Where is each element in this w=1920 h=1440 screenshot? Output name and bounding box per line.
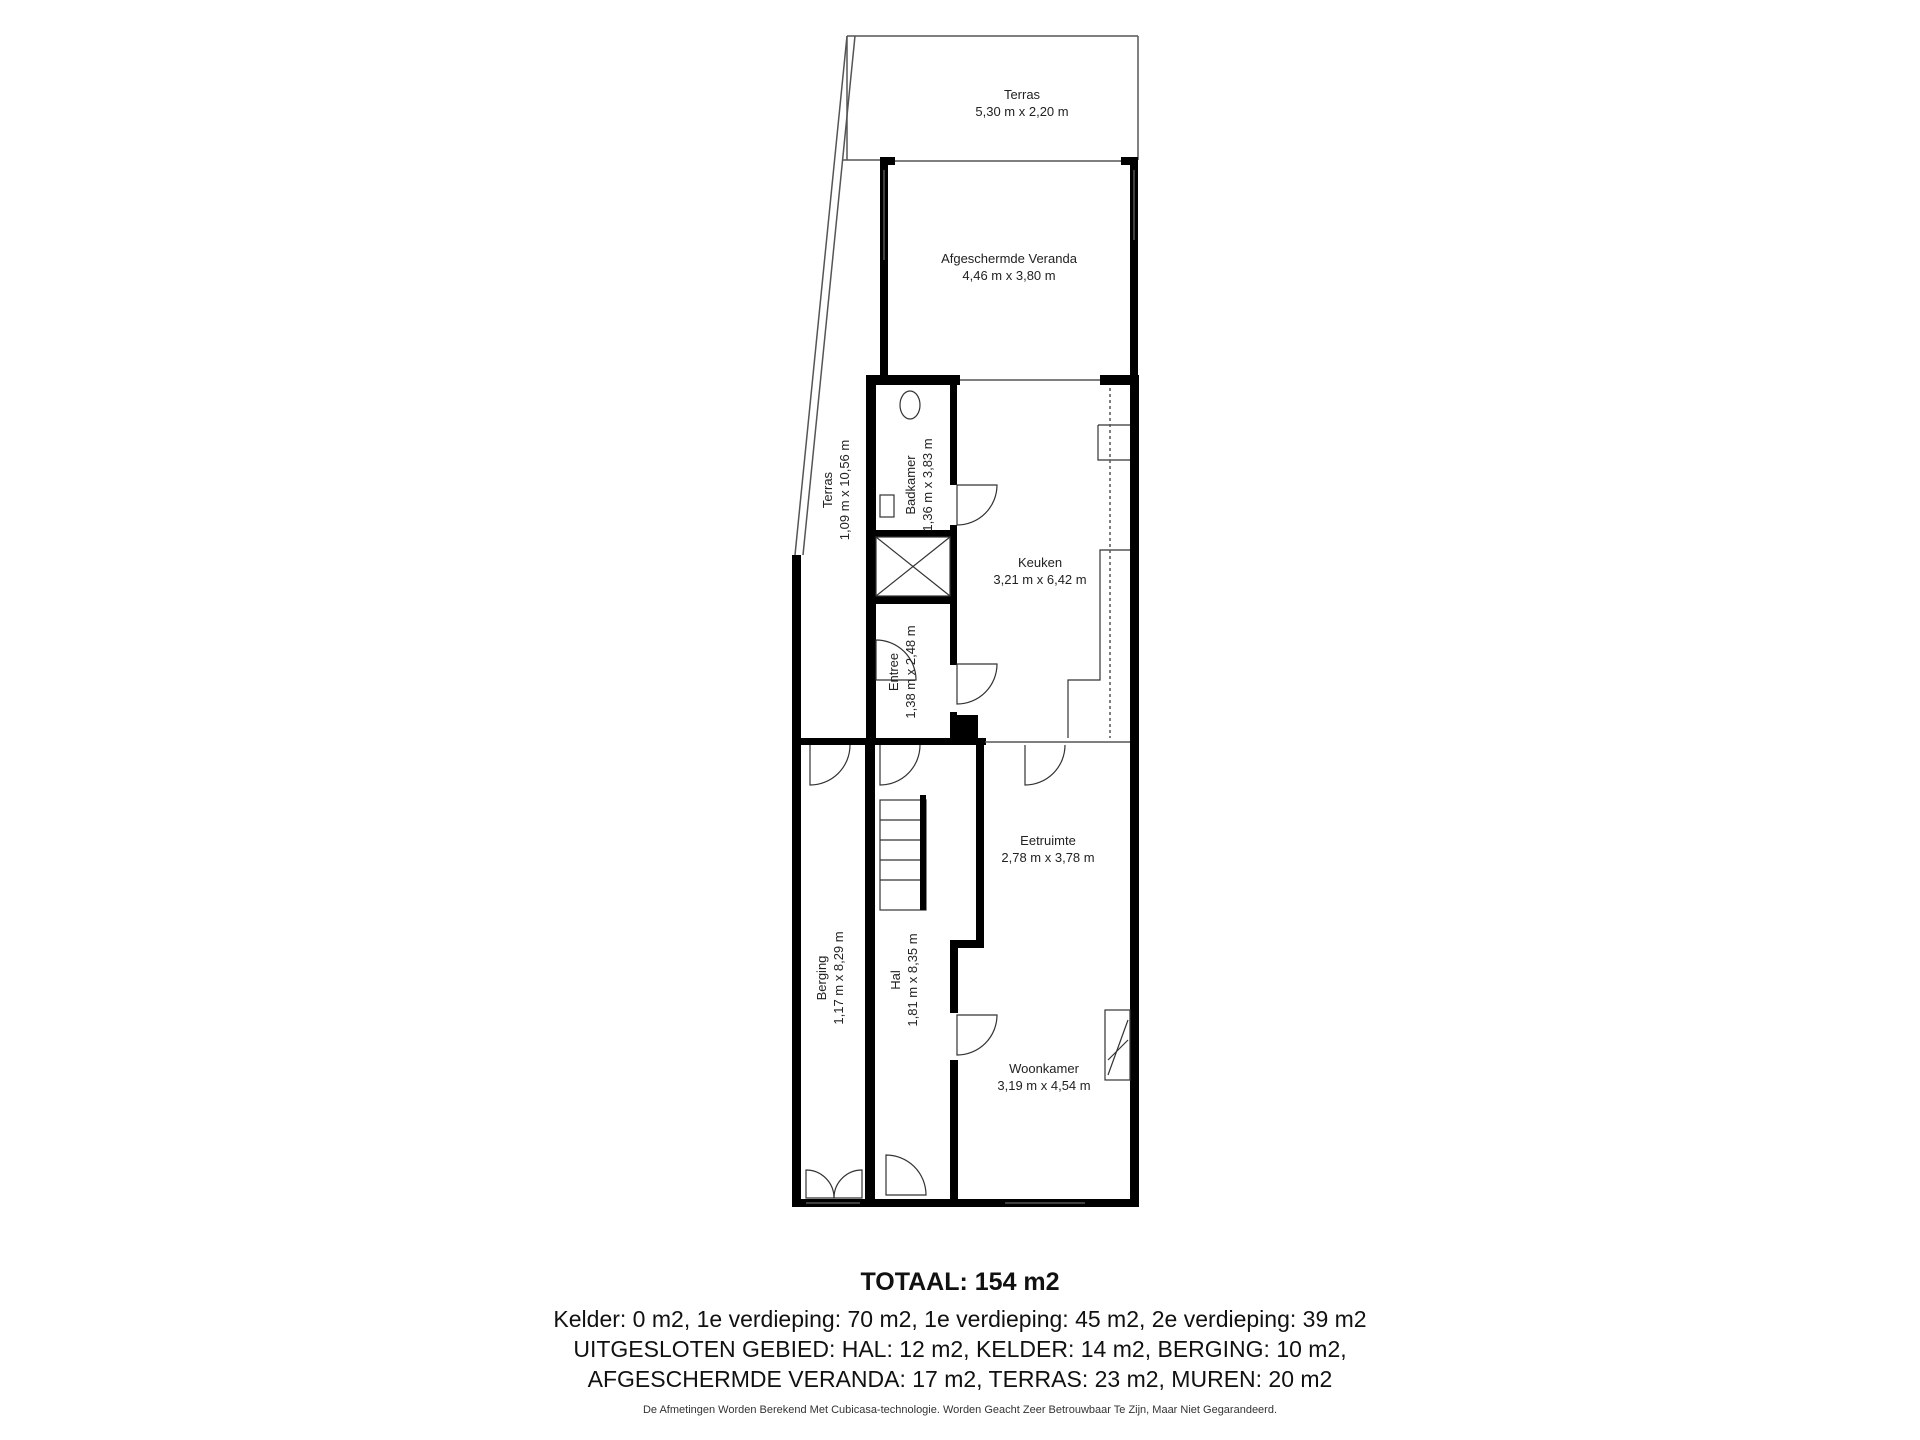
room-label-veranda: [941, 251, 1078, 283]
svg-text:Terras: Terras: [1003, 87, 1041, 102]
svg-text:1,81 m x 8,35 m: 1,81 m x 8,35 m: [905, 933, 920, 1027]
svg-text:Woonkamer: Woonkamer: [1009, 1061, 1079, 1076]
disclaimer: De Afmetingen Worden Berekend Met Cubicasa-technologie. Worden Geacht Zeer Betrouwbaar Te Zijn, Maar Niet Gegarandeerd.: [642, 1404, 1278, 1416]
svg-text:Berging: Berging: [814, 955, 829, 1001]
svg-text:Badkamer: Badkamer: [903, 455, 918, 515]
terras-top-outline: [843, 36, 1138, 160]
area-floors-line: Kelder: 0 m2, 1e verdieping: 70 m2, 1e verdieping: 45 m2, 2e verdieping: 39 m2: [553, 1306, 1367, 1332]
room-label-woonkamer: [997, 1061, 1090, 1093]
svg-text:1,36 m x 3,83 m: 1,36 m x 3,83 m: [920, 438, 935, 532]
svg-text:Terras: Terras: [820, 471, 835, 509]
room-label-terras-top: [975, 87, 1068, 119]
room-label-entree: [886, 625, 918, 718]
svg-text:Keuken: Keuken: [1017, 555, 1063, 570]
area-excluded-line-2: AFGESCHERMDE VERANDA: 17 m2, TERRAS: 23 m2, MUREN: 20 m2: [587, 1366, 1333, 1392]
svg-text:5,30 m x 2,20 m: 5,30 m x 2,20 m: [975, 104, 1069, 119]
room-label-berging: [814, 931, 846, 1024]
svg-text:4,46 m x 3,80 m: 4,46 m x 3,80 m: [962, 268, 1056, 283]
svg-text:2,78 m x 3,78 m: 2,78 m x 3,78 m: [1001, 850, 1095, 865]
veranda-walls: [880, 157, 1138, 375]
svg-text:Entree: Entree: [886, 652, 901, 692]
svg-text:1,17 m x 8,29 m: 1,17 m x 8,29 m: [831, 931, 846, 1025]
room-label-badkamer: [903, 438, 935, 531]
svg-text:Afgeschermde Veranda: Afgeschermde Veranda: [941, 251, 1077, 266]
svg-text:Hal: Hal: [888, 970, 903, 990]
room-label-keuken: [993, 555, 1086, 587]
room-label-eetruimte: [1001, 833, 1094, 865]
svg-text:3,19 m x 4,54 m: 3,19 m x 4,54 m: [997, 1078, 1091, 1093]
area-total: TOTAAL: 154 m2: [860, 1268, 1060, 1296]
svg-text:1,38 m x 2,48 m: 1,38 m x 2,48 m: [903, 625, 918, 719]
svg-text:3,21 m x 6,42 m: 3,21 m x 6,42 m: [993, 572, 1087, 587]
area-excluded-line: UITGESLOTEN GEBIED: HAL: 12 m2, KELDER: 14 m2, BERGING: 10 m2,: [573, 1336, 1347, 1362]
room-label-hal: [888, 933, 920, 1026]
svg-text:Eetruimte: Eetruimte: [1020, 833, 1076, 848]
room-label-terras-side: [820, 440, 852, 540]
svg-text:1,09 m x 10,56 m: 1,09 m x 10,56 m: [837, 439, 852, 541]
